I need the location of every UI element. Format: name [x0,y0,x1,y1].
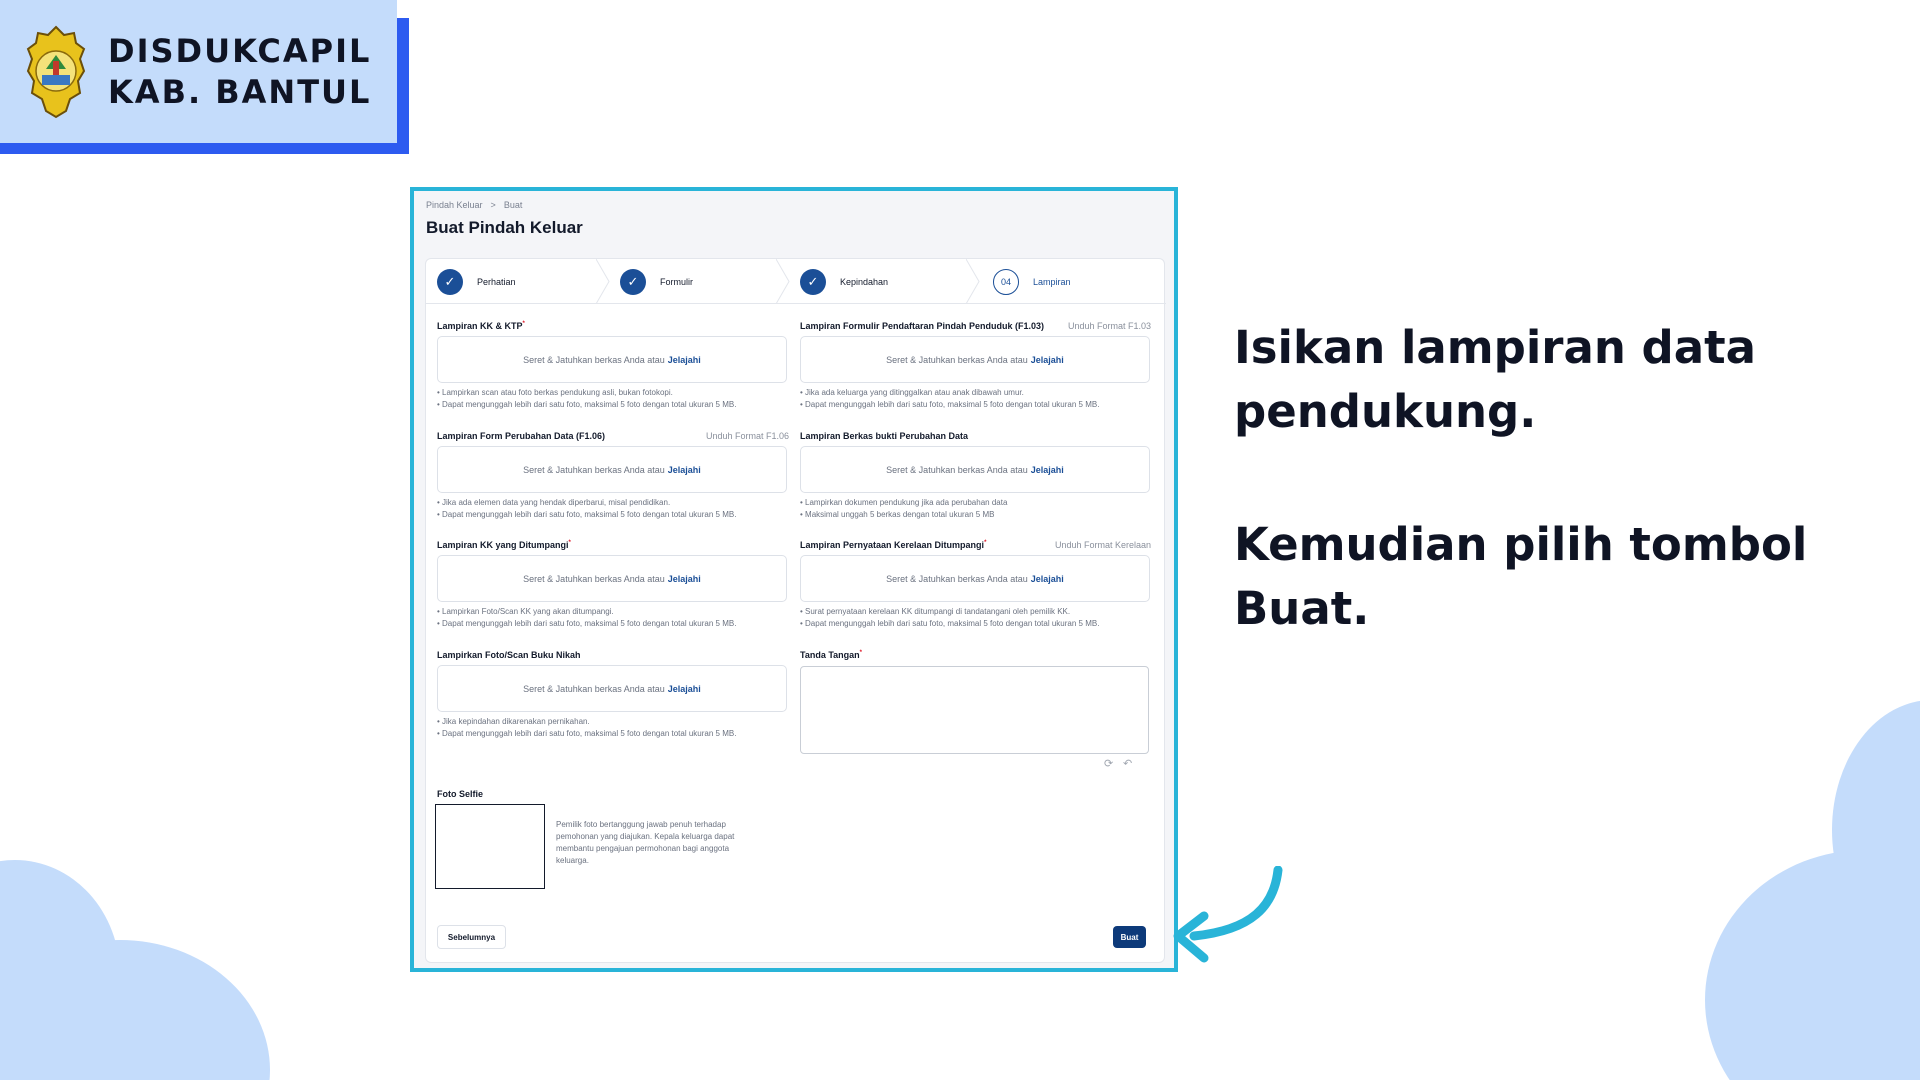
browse-link[interactable]: Jelajahi [1030,573,1064,584]
dropzone-bukti-perubahan[interactable]: Seret & Jatuhkan berkas Anda atau Jelajahi [800,446,1150,493]
dropzone-f106[interactable]: Seret & Jatuhkan berkas Anda atau Jelajahi [437,446,787,493]
instruction-paragraph-2: Kemudian pilih tombol Buat. [1234,518,1808,635]
previous-button[interactable]: Sebelumnya [437,925,506,949]
step-divider-chevron-icon [596,259,610,304]
step-kepindahan[interactable] [800,259,888,304]
field-label-kerelaan: Lampiran Pernyataan Kerelaan Ditumpangi* [800,540,987,550]
header-badge [0,0,397,143]
step-lampiran[interactable] [993,259,1071,304]
pointer-arrow-icon [1170,866,1285,966]
create-button[interactable]: Buat [1113,926,1146,948]
step-divider-chevron-icon [966,259,980,304]
download-format-f106-link[interactable]: Unduh Format F1.06 [705,431,789,441]
field-label-kk-ktp: Lampiran KK & KTP* [437,321,525,331]
dropzone-kerelaan[interactable]: Seret & Jatuhkan berkas Anda atau Jelajahi [800,555,1150,602]
agency-name-line1: DISDUKCAPIL [108,31,372,70]
browse-link[interactable]: Jelajahi [667,464,701,475]
step-label: Lampiran [1033,276,1071,287]
step-divider-chevron-icon [776,259,790,304]
field-hint: • Lampirkan Foto/Scan KK yang akan ditumpangi. • Dapat mengunggah lebih dari satu foto, maksimal 5 foto dengan total ukuran 5 MB. [437,607,737,628]
download-format-f103-link[interactable]: Unduh Format F1.03 [1067,321,1151,331]
signature-pad[interactable] [800,666,1149,754]
download-format-kerelaan-link[interactable]: Unduh Format Kerelaan [1054,540,1151,550]
form-card [425,258,1165,963]
decorative-cloud-right [1705,850,1920,1080]
step-label: Kepindahan [840,276,889,287]
field-label-f103: Lampiran Formulir Pendaftaran Pindah Penduduk (F1.03) [800,321,1045,331]
field-hint: • Jika ada elemen data yang hendak diperbarui, misal pendidikan. • Dapat mengunggah lebih dari satu foto, maksimal 5 foto dengan total ukuran 5 MB. [437,498,737,519]
selfie-photo-box[interactable] [435,804,545,889]
field-hint: • Jika ada keluarga yang ditinggalkan atau anak dibawah umur. • Dapat mengunggah lebih dari satu foto, maksimal 5 foto dengan total ukuran 5 MB. [800,388,1100,409]
step-label: Formulir [660,276,693,287]
browse-link[interactable]: Jelajahi [1030,464,1064,475]
step-label: Perhatian [477,276,516,287]
browse-link[interactable]: Jelajahi [667,683,701,694]
instruction-paragraph-1: Isikan lampiran data pendukung. [1234,321,1756,438]
field-hint: • Lampirkan dokumen pendukung jika ada perubahan data • Maksimal unggah 5 berkas dengan total ukuran 5 MB [800,498,1008,519]
step-formulir[interactable] [620,259,693,304]
browse-link[interactable]: Jelajahi [1030,354,1064,365]
undo-icon[interactable]: ↶ [1123,758,1133,770]
field-hint: • Jika kepindahan dikarenakan pernikahan. • Dapat mengunggah lebih dari satu foto, maksimal 5 foto dengan total ukuran 5 MB. [437,717,737,738]
field-label-f106: Lampiran Form Perubahan Data (F1.06) [437,431,606,441]
dropzone-kk-ktp[interactable]: Seret & Jatuhkan berkas Anda atau Jelajahi [437,336,787,383]
check-icon: ✓ [437,269,463,295]
agency-name-line2: KAB. BANTUL [108,72,372,111]
page-title: Buat Pindah Keluar [426,218,583,237]
stepper [426,259,1166,304]
field-hint: • Lampirkan scan atau foto berkas pendukung asli, bukan fotokopi. • Dapat mengunggah lebih dari satu foto, maksimal 5 foto dengan total ukuran 5 MB. [437,388,737,409]
dropzone-buku-nikah[interactable]: Seret & Jatuhkan berkas Anda atau Jelajahi [437,665,787,712]
breadcrumb-item-buat: Buat [503,200,523,210]
step-number-badge: 04 [993,269,1019,295]
dropzone-f103[interactable]: Seret & Jatuhkan berkas Anda atau Jelajahi [800,336,1150,383]
browse-link[interactable]: Jelajahi [667,573,701,584]
breadcrumb-item-pindah-keluar[interactable]: Pindah Keluar [426,200,483,210]
decorative-cloud-left [0,940,270,1080]
field-label-tanda-tangan: Tanda Tangan* [800,650,863,660]
check-icon: ✓ [800,269,826,295]
selfie-note: Pemilik foto bertanggung jawab penuh terhadap pemohonan yang diajukan. Kepala keluarga dapat membantu pengajuan permohonan bagi anggota keluarga. [556,820,735,865]
bantul-logo-icon [24,25,88,119]
browse-link[interactable]: Jelajahi [667,354,701,365]
field-label-foto-selfie: Foto Selfie [437,789,484,799]
app-screenshot-frame [410,187,1178,972]
field-label-bukti-perubahan: Lampiran Berkas bukti Perubahan Data [800,431,969,441]
breadcrumb-separator: > [490,200,496,210]
dropzone-kk-ditumpangi[interactable]: Seret & Jatuhkan berkas Anda atau Jelajahi [437,555,787,602]
refresh-icon[interactable]: ⟳ [1104,758,1114,770]
field-hint: • Surat pernyataan kerelaan KK ditumpangi di tandatangani oleh pemilik KK. • Dapat mengunggah lebih dari satu foto, maksimal 5 foto dengan total ukuran 5 MB. [800,607,1100,628]
field-label-buku-nikah: Lampirkan Foto/Scan Buku Nikah [437,650,581,660]
step-perhatian[interactable] [437,259,516,304]
breadcrumb [426,200,522,210]
check-icon: ✓ [620,269,646,295]
field-label-kk-ditumpangi: Lampiran KK yang Ditumpangi* [437,540,571,550]
